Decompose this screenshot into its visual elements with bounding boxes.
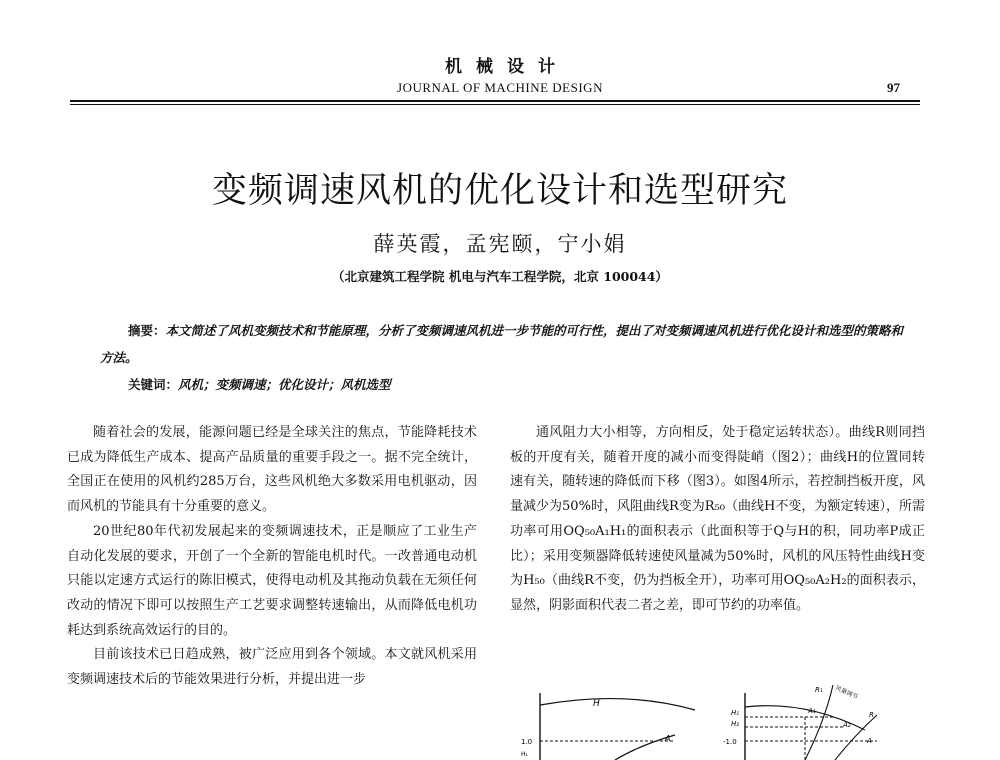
figure-left <box>521 693 695 760</box>
keywords-text: 风机；变频调速；优化设计；风机选型 <box>178 377 391 392</box>
abstract-label: 摘要： <box>128 323 166 338</box>
header-rule-thick <box>70 100 920 102</box>
article-title: 变频调速风机的优化设计和选型研究 <box>211 171 788 211</box>
curve-r1-right <box>805 685 833 760</box>
journal-title-en: JOURNAL OF MACHINE DESIGN <box>397 80 603 95</box>
journal-title-cn: 机械设计 <box>445 57 569 77</box>
tick-label-left-2: H₁ <box>521 751 528 758</box>
figure-right <box>723 684 877 760</box>
abstract-text: 本文简述了风机变频技术和节能原理，分析了变频调速风机进一步节能的可行性，提出了对变频调速风机进行优化设计和选型的策略和方法。 <box>100 323 904 365</box>
abstract-paragraph <box>100 317 905 371</box>
body-paragraph: 通风阻力大小相等，方向相反，处于稳定运转状态）。曲线R则同挡板的开度有关，随着开度的减小而变得陡峭（图2）；曲线H的位置同转速有关，随转速的降低而下移（图3）。如图4所示，若控制挡板开度，风量减少为50%时，风阻曲线R变为R₅₀（曲线H不变，为额定转速），所需功率可用OQ₅₀A₁H₁的面积表示（此面积等于Q与H的积，同功率P成正比）；采用变频器降低转速使风量减为50%时，风机的风压特性曲线H变为H₅₀（曲线R不变，仍为挡板全开），功率可用OQ₅₀A₂H₂的面积表示，显然，阴影面积代表二者之差，即可节约的功率值。 <box>510 425 925 613</box>
label-point-a: A <box>665 734 671 743</box>
label-h1: H₁ <box>731 709 740 717</box>
header-rule-thin <box>70 104 920 105</box>
body-column-left <box>67 421 477 693</box>
label-a1: A₁ <box>808 707 816 715</box>
curve-h-left <box>540 699 695 710</box>
keywords-label: 关键词： <box>128 377 179 392</box>
author-affiliation: （北京建筑工程学院 机电与汽车工程学院，北京 100044） <box>332 269 668 284</box>
body-paragraph: 20世纪80年代初发展起来的变频调速技术，正是顺应了工业生产自动化发展的要求，开创了一个全新的智能电机时代。一改普通电动机只能以定速方式运行的陈旧模式，使得电动机及其拖动负载在无须任何改动的情况下即可以按照生产工艺要求调整转速输出，从而降低电机功耗达到系统高效运行的目的。 <box>67 523 477 638</box>
label-curve-h: H <box>593 699 600 709</box>
label-r: R <box>869 711 874 719</box>
abstract-block <box>100 317 905 398</box>
article-authors: 薛英霞，孟宪颐，宁小娟 <box>373 232 627 256</box>
body-column-right <box>510 421 925 619</box>
fan-curve-figures <box>505 675 905 760</box>
body-paragraph: 目前该技术已日趋成熟，被广泛应用到各个领域。本文就风机采用变频调速技术后的节能效果进行分析，并提出进一步 <box>67 647 477 688</box>
annotation-right: 风量调节 <box>834 684 859 701</box>
body-paragraph: 随着社会的发展，能源问题已经是全球关注的焦点，节能降耗技术已成为降低生产成本、提高产品质量的重要手段之一。据不完全统计，全国正在使用的风机约285万台，这些风机绝大多数采用电机驱动，因而风机的节能具有十分重要的意义。 <box>67 425 477 515</box>
label-r1: R₁ <box>815 686 823 694</box>
page-number: 97 <box>887 80 900 95</box>
keywords-paragraph <box>100 371 905 398</box>
label-a: A <box>867 737 872 745</box>
tick-label-left: 1.0 <box>521 738 533 746</box>
label-a2: A₂ <box>843 721 851 729</box>
tick-label-right: -1.0 <box>723 738 737 746</box>
label-h2: H₂ <box>731 720 740 728</box>
